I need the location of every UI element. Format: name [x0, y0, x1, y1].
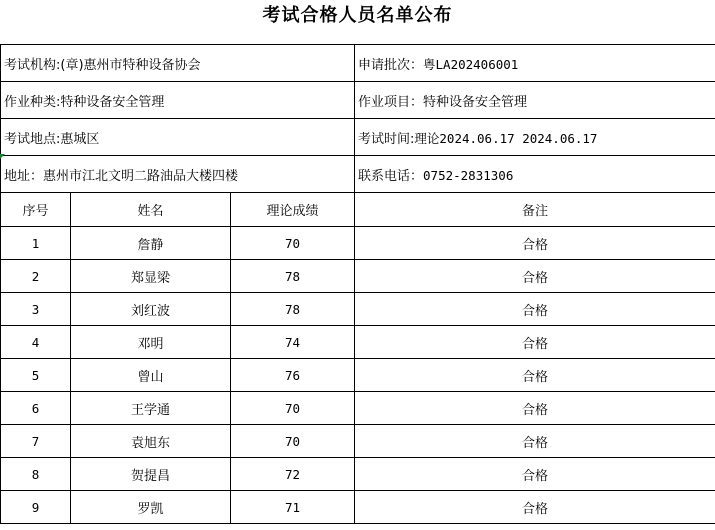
cell-score[interactable]: 78 — [231, 260, 355, 293]
table-row — [1, 293, 715, 326]
batch-value: 粤LA202406001 — [423, 56, 519, 72]
org-value: (章)惠州市特种设备协会 — [60, 57, 201, 73]
cell-remark[interactable]: 合格 — [355, 227, 715, 260]
cell-name[interactable]: 罗凯 — [71, 491, 231, 524]
table-row — [1, 491, 715, 524]
cell-score[interactable]: 70 — [231, 227, 355, 260]
location-cell[interactable] — [1, 119, 355, 156]
cell-name[interactable]: 袁旭东 — [71, 425, 231, 458]
header-score[interactable]: 理论成绩 — [231, 193, 355, 227]
phone-value: 0752-2831306 — [423, 167, 514, 183]
cell-no[interactable]: 5 — [1, 359, 71, 392]
address-label: 地址： — [4, 168, 44, 184]
cell-no[interactable]: 9 — [1, 491, 71, 524]
cell-score[interactable]: 74 — [231, 326, 355, 359]
table-row — [1, 392, 715, 425]
batch-label: 申请批次： — [358, 57, 424, 73]
category-value: 特种设备安全管理 — [60, 94, 165, 110]
cell-remark[interactable]: 合格 — [355, 260, 715, 293]
cell-name[interactable]: 邓明 — [71, 326, 231, 359]
address-value: 惠州市江北文明二路油品大楼四楼 — [43, 168, 239, 184]
cell-remark[interactable]: 合格 — [355, 359, 715, 392]
cell-score[interactable]: 70 — [231, 392, 355, 425]
project-cell[interactable] — [355, 82, 715, 119]
cell-remark[interactable]: 合格 — [355, 458, 715, 491]
batch-cell[interactable] — [355, 45, 715, 82]
cell-no[interactable]: 7 — [1, 425, 71, 458]
category-cell[interactable] — [1, 82, 355, 119]
cell-name[interactable]: 王学通 — [71, 392, 231, 425]
org-label: 考试机构: — [4, 57, 61, 73]
cell-name[interactable]: 郑显梁 — [71, 260, 231, 293]
table-row — [1, 359, 715, 392]
cell-remark[interactable]: 合格 — [355, 425, 715, 458]
cell-score[interactable]: 70 — [231, 425, 355, 458]
cell-no[interactable]: 2 — [1, 260, 71, 293]
cell-remark[interactable]: 合格 — [355, 293, 715, 326]
table-row — [1, 425, 715, 458]
time-value: 理论2024.06.17 2024.06.17 — [414, 130, 598, 146]
table-row — [1, 326, 715, 359]
table-row — [1, 458, 715, 491]
info-row-location — [1, 119, 715, 156]
time-label: 考试时间: — [358, 131, 415, 147]
page-title: 考试合格人员名单公布 — [262, 5, 453, 26]
header-remark[interactable]: 备注 — [355, 193, 715, 227]
phone-cell[interactable] — [355, 156, 715, 193]
cell-remark[interactable]: 合格 — [355, 392, 715, 425]
table-row — [1, 260, 715, 293]
cell-comment-marker-icon — [0, 154, 5, 159]
header-name[interactable]: 姓名 — [71, 193, 231, 227]
cell-name[interactable]: 贺提昌 — [71, 458, 231, 491]
project-label: 作业项目： — [358, 94, 424, 110]
cell-no[interactable]: 4 — [1, 326, 71, 359]
address-cell[interactable] — [1, 156, 355, 193]
info-row-category — [1, 82, 715, 119]
org-cell[interactable] — [1, 45, 355, 82]
info-row-address — [1, 156, 715, 193]
cell-remark[interactable]: 合格 — [355, 491, 715, 524]
time-cell[interactable] — [355, 119, 715, 156]
cell-name[interactable]: 詹静 — [71, 227, 231, 260]
cell-score[interactable]: 71 — [231, 491, 355, 524]
cell-name[interactable]: 曾山 — [71, 359, 231, 392]
cell-no[interactable]: 8 — [1, 458, 71, 491]
header-no[interactable]: 序号 — [1, 193, 71, 227]
cell-score[interactable]: 76 — [231, 359, 355, 392]
cell-no[interactable]: 6 — [1, 392, 71, 425]
project-value: 特种设备安全管理 — [423, 94, 528, 110]
cell-no[interactable]: 1 — [1, 227, 71, 260]
info-row-org — [1, 45, 715, 82]
table-header-row — [1, 193, 715, 227]
roster-table — [0, 44, 715, 524]
table-row — [1, 227, 715, 260]
cell-no[interactable]: 3 — [1, 293, 71, 326]
phone-label: 联系电话： — [358, 168, 424, 184]
location-value: 惠城区 — [60, 131, 100, 147]
cell-score[interactable]: 78 — [231, 293, 355, 326]
cell-score[interactable]: 72 — [231, 458, 355, 491]
cell-remark[interactable]: 合格 — [355, 326, 715, 359]
category-label: 作业种类: — [4, 94, 61, 110]
cell-name[interactable]: 刘红波 — [71, 293, 231, 326]
location-label: 考试地点: — [4, 131, 61, 147]
